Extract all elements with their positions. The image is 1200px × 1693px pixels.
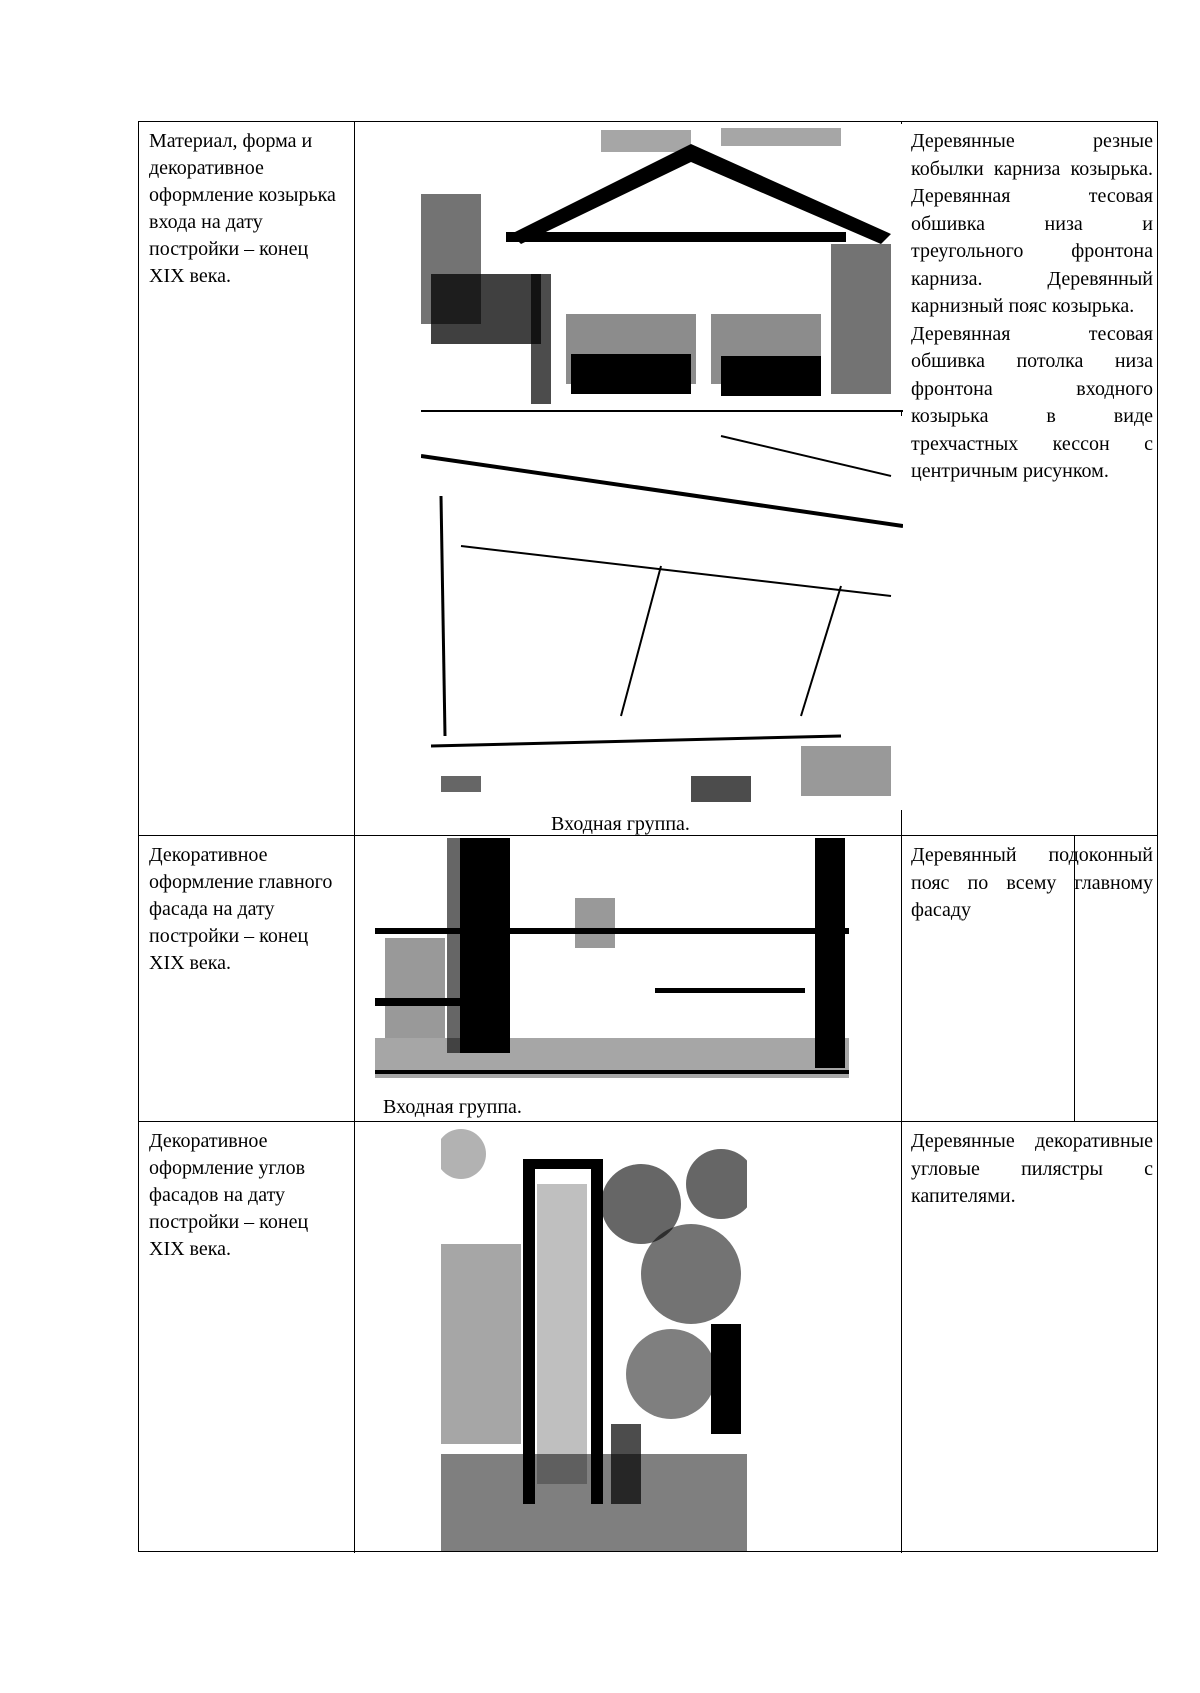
- corner-pilaster-photo: [441, 1124, 747, 1551]
- element-label: Материал, форма и декоративное оформление козырька входа на дату постройки – конец XIX века.: [149, 130, 336, 287]
- entrance-canopy-photo-bottom: [421, 416, 903, 810]
- element-label: Декоративное оформление углов фасадов на дату постройки – конец XIX века.: [149, 1130, 309, 1260]
- heritage-elements-table: [138, 121, 1158, 1552]
- description-paragraph: Деревянный подоконный пояс по всему главному фасаду: [911, 844, 1153, 921]
- column-divider: [354, 1122, 355, 1553]
- description-paragraph: Деревянные резные кобылки карниза козырька. Деревянная тесовая обшивка низа и треугольного фронтона карниза. Деревянный карнизный пояс козырька.: [911, 130, 1153, 317]
- description-paragraph: Деревянные декоративные угловые пилястры с капителями.: [911, 1130, 1153, 1207]
- column-divider: [901, 836, 902, 1121]
- table-row: [139, 836, 1157, 1122]
- element-description: [911, 128, 1153, 486]
- photo-caption: Входная группа.: [551, 813, 690, 835]
- column-divider: [354, 122, 355, 835]
- element-description: [911, 842, 1153, 925]
- entrance-canopy-photo-top: [421, 124, 903, 412]
- column-divider: [354, 836, 355, 1121]
- description-paragraph: Деревянная тесовая обшивка потолка низа фронтона входного козырька в виде трехчастных кессон с центричным рисунком.: [911, 322, 1153, 482]
- column-divider: [901, 1122, 902, 1553]
- table-row: [139, 122, 1157, 836]
- table-row: [139, 1122, 1157, 1553]
- photo-caption: Входная группа.: [383, 1096, 522, 1118]
- element-description: [911, 1128, 1153, 1211]
- element-label: Декоративное оформление главного фасада на дату постройки – конец XIX века.: [149, 844, 333, 974]
- main-facade-photo: [375, 838, 849, 1090]
